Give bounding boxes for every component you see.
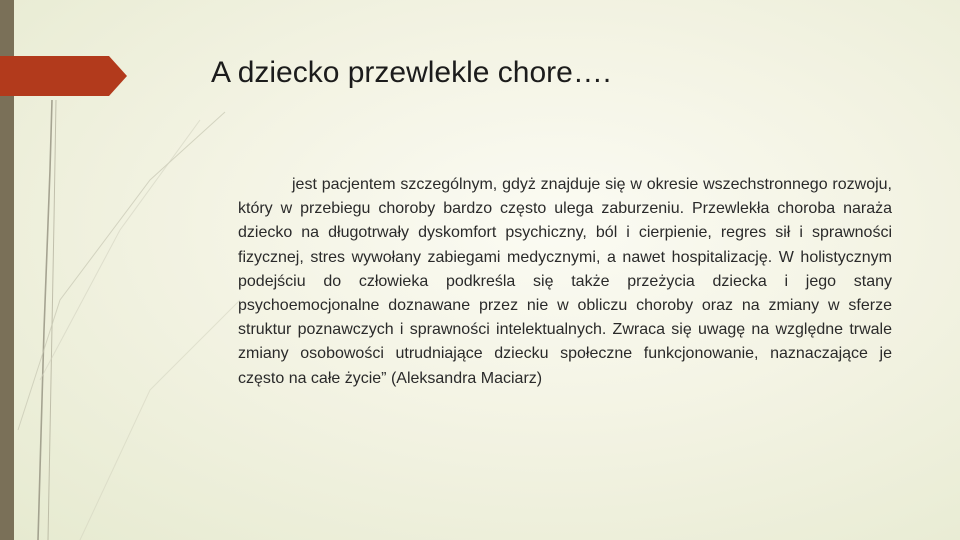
slide-body-text: jest pacjentem szczególnym, gdyż znajduje się w okresie wszechstronnego rozwoju, który w przebiegu choroby bardzo często ulega zaburzeniu. Przewlekła choroba naraża dziecko na długotrwały dyskomfort psychiczny, ból i cierpienie, regres sił i sprawności fizycznej, stres wywołany zabiegami medycznymi, a nawet hospitalizację. W holistycznym podejściu do człowieka podkreśla się także przeżycia dziecka i jego stany psychoemocjonalne doznawane przez nie w obliczu choroby oraz na zmiany w sferze struktur poznawczych i sprawności intelektualnych. Zwraca się uwagę na względne trwale zmiany osobowości utrudniające dziecku społeczne funkcjonowanie, naznaczające je często na całe życie” (Aleksandra Maciarz) [238, 176, 892, 387]
title-accent-arrow [0, 56, 127, 96]
slide-title: A dziecko przewlekle chore…. [211, 56, 612, 89]
